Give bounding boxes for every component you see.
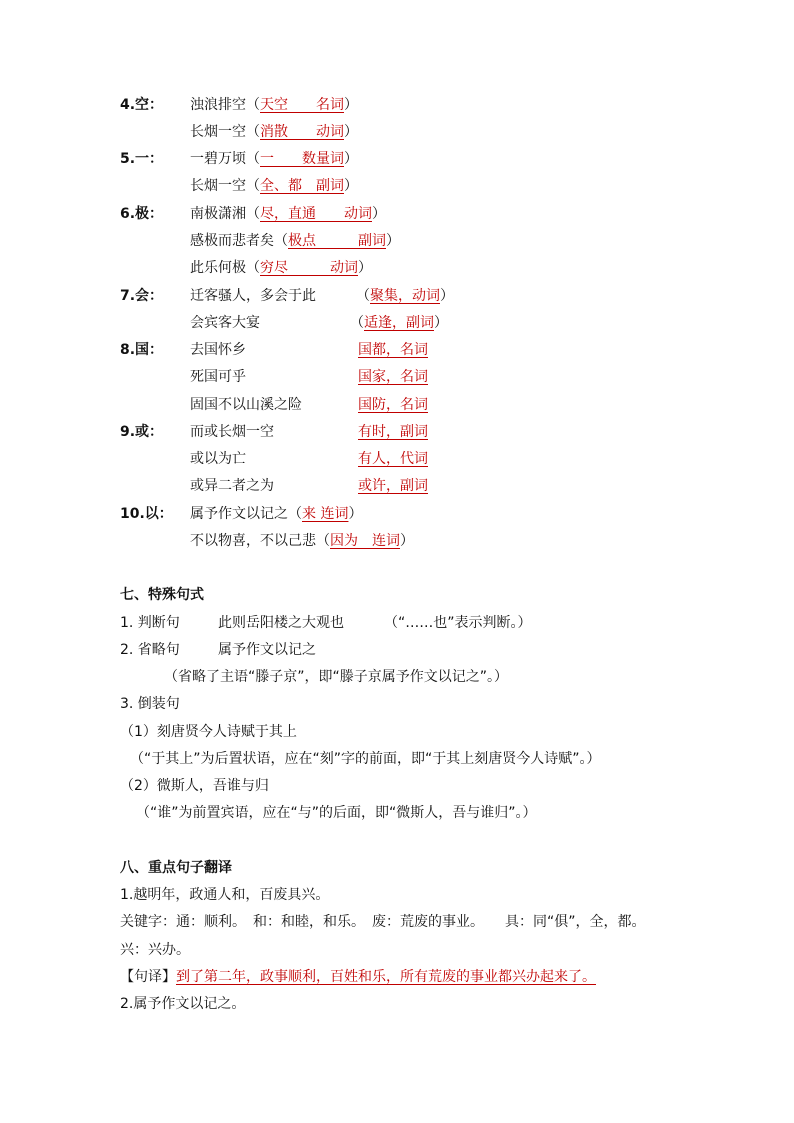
item-sentence: 此则岳阳楼之大观也 (218, 615, 344, 631)
vocab-label-9: 9.或： (120, 424, 164, 440)
entry-close: ） (372, 206, 386, 222)
entry-close: ） (344, 151, 358, 167)
vocab-entry-phrase: 迁客骚人，多会于此 (190, 288, 316, 304)
entry-answer: 消散 动词 (260, 124, 344, 140)
entry-phrase: 南极潇湘（ (190, 206, 260, 222)
vocab-entry (190, 122, 358, 142)
sub-item: （1）刻唐贤今人诗赋于其上 (120, 724, 297, 740)
vocab-entry (190, 258, 372, 278)
entry-answer: 尽，直通 动词 (260, 206, 372, 222)
entry-close: ） (358, 260, 372, 276)
vocab-entry-phrase: 死国可乎 (190, 369, 246, 385)
entry-answer: 极点 副词 (288, 233, 386, 249)
entry-answer: 一 数量词 (260, 151, 344, 167)
entry-open: （ (356, 288, 370, 304)
vocab-entry-phrase: 或以为亡 (190, 451, 246, 467)
vocab-entry-answer: 国防，名词 (358, 397, 428, 413)
section-title: 七、特殊句式 (120, 587, 204, 603)
entry-close: ） (386, 233, 400, 249)
vocab-label-10: 10.以： (120, 506, 173, 522)
entry-close: ） (344, 124, 358, 140)
vocab-entry-answer (350, 313, 448, 333)
entry-phrase: 不以物喜，不以己悲（ (190, 533, 330, 549)
vocab-entry-phrase: 固国不以山溪之险 (190, 397, 302, 413)
translation-line (120, 967, 596, 987)
vocab-entry-answer: 国家，名词 (358, 369, 428, 385)
entry-phrase: 长烟一空（ (190, 178, 260, 194)
key-words-cont: 兴：兴办。 (120, 942, 190, 958)
vocab-entry (190, 149, 358, 169)
entry-answer: 全、都 副词 (260, 178, 344, 194)
entry-close: ） (344, 178, 358, 194)
item-note: （省略了主语“滕子京”，即“滕子京属予作文以记之”。） (164, 669, 509, 685)
entry-answer: 适逢，副词 (364, 315, 434, 331)
key-words: 关键字：通：顺利。 和：和睦，和乐。 废：荒废的事业。 具：同“俱”，全，都。 (120, 914, 646, 930)
entry-answer: 聚集，动词 (370, 288, 440, 304)
vocab-entry-phrase: 去国怀乡 (190, 342, 246, 358)
sentence-1: 1.越明年，政通人和，百废具兴。 (120, 887, 330, 903)
item-note: （“于其上”为后置状语，应在“刻”字的前面，即“于其上刻唐贤今人诗赋”。） (130, 751, 601, 767)
entry-phrase: 属予作文以记之（ (190, 506, 302, 522)
vocab-entry-answer: 有时，副词 (358, 424, 428, 440)
section-title: 八、重点句子翻译 (120, 860, 232, 876)
vocab-entry-answer: 有人，代词 (358, 451, 428, 467)
vocab-entry-answer: 国都，名词 (358, 342, 428, 358)
entry-phrase: 一碧万顷（ (190, 151, 260, 167)
vocab-entry (190, 531, 414, 551)
item-sentence: 属予作文以记之 (218, 642, 316, 658)
entry-phrase: 此乐何极（ (190, 260, 260, 276)
entry-phrase: 长烟一空（ (190, 124, 260, 140)
sentence-2: 2.属予作文以记之。 (120, 996, 246, 1012)
entry-answer: 因为 连词 (330, 533, 400, 549)
entry-open: （ (350, 315, 364, 331)
vocab-label-7: 7.会： (120, 288, 164, 304)
vocab-entry-answer: 或许，副词 (358, 478, 428, 494)
vocab-label-6: 6.极： (120, 206, 164, 222)
entry-close: ） (434, 315, 448, 331)
item-note: （“……也”表示判断。） (384, 615, 532, 631)
vocab-label-8: 8.国： (120, 342, 164, 358)
translation-label: 【句译】 (120, 969, 176, 985)
item-number: 1. 判断句 (120, 615, 180, 631)
item-number: 3. 倒装句 (120, 696, 180, 712)
vocab-entry (190, 176, 358, 196)
sub-item: （2）微斯人，吾谁与归 (120, 778, 269, 794)
item-number: 2. 省略句 (120, 642, 180, 658)
vocab-label-4: 4.空： (120, 97, 164, 113)
item-note: （“谁”为前置宾语，应在“与”的后面，即“微斯人，吾与谁归”。） (136, 805, 537, 821)
entry-phrase: 浊浪排空（ (190, 97, 260, 113)
entry-phrase: 感极而悲者矣（ (190, 233, 288, 249)
vocab-entry-answer (356, 286, 454, 306)
entry-close: ） (348, 506, 363, 522)
entry-close: ） (344, 97, 358, 113)
vocab-entry (190, 204, 386, 224)
vocab-label-5: 5.一： (120, 151, 164, 167)
vocab-entry-phrase: 会宾客大宴 (190, 315, 260, 331)
entry-answer: 天空 名词 (260, 97, 344, 113)
translation-text: 到了第二年，政事顺利，百姓和乐，所有荒废的事业都兴办起来了。 (176, 969, 596, 985)
vocab-entry (190, 231, 400, 251)
vocab-entry (190, 95, 358, 115)
entry-close: ） (400, 533, 414, 549)
vocab-entry-phrase: 而或长烟一空 (190, 424, 274, 440)
vocab-entry (190, 504, 362, 524)
entry-answer: 穷尽 动词 (260, 260, 358, 276)
entry-close: ） (440, 288, 454, 304)
entry-answer: 来 连词 (302, 506, 349, 522)
vocab-entry-phrase: 或异二者之为 (190, 478, 274, 494)
